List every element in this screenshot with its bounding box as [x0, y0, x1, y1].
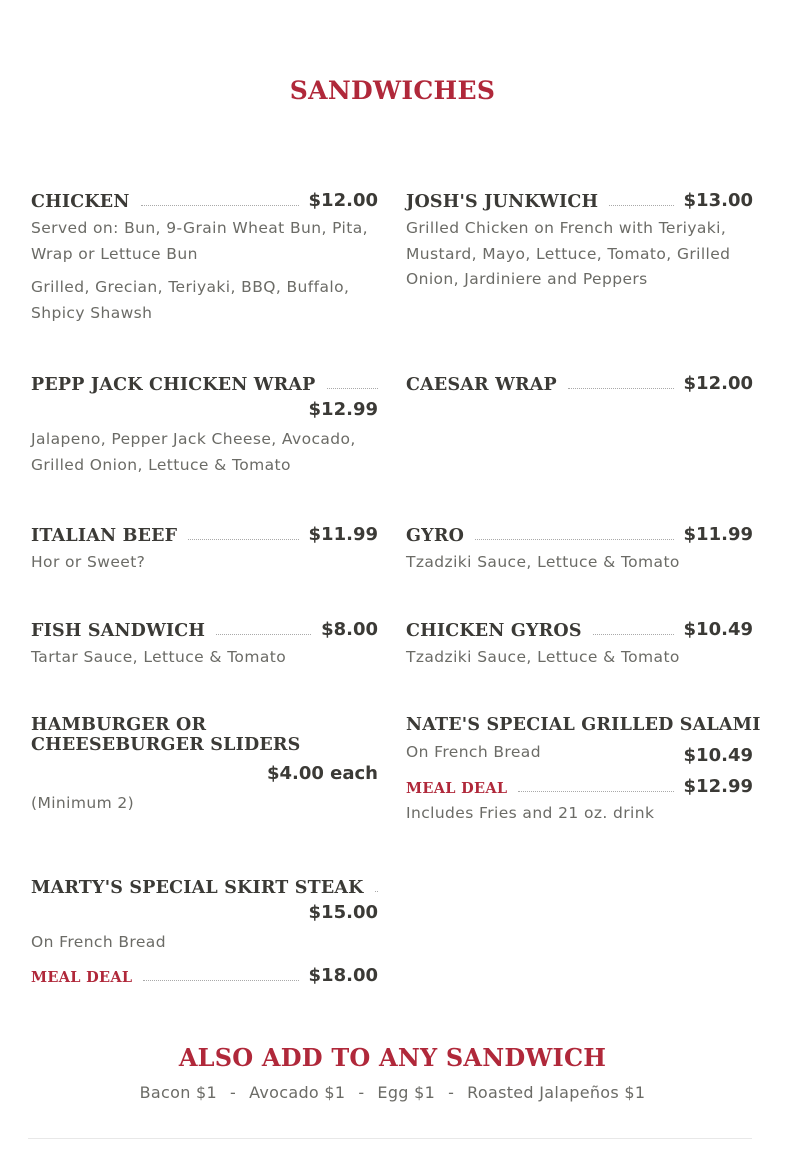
item-price: $13.00: [683, 190, 753, 211]
item-name: HAMBURGER OR CHEESEBURGER SLIDERS: [31, 715, 301, 755]
item-description: On French Bread: [406, 743, 541, 762]
dot-leader: [143, 979, 298, 981]
addon-item: Egg $1: [377, 1083, 436, 1102]
meal-deal-description: Includes Fries and 21 oz. drink: [406, 804, 655, 822]
meal-deal-price: $18.00: [308, 964, 378, 986]
item-price: $12.00: [683, 373, 753, 394]
dot-leader: [188, 538, 298, 540]
menu-item-gyro: [406, 520, 753, 576]
item-description: Hor or Sweet?: [31, 553, 146, 571]
item-name: PEPP JACK CHICKEN WRAP: [31, 375, 316, 395]
item-description: Jalapeno, Pepper Jack Cheese, Avocado, Grilled Onion, Lettuce & Tomato: [31, 430, 356, 474]
menu-item-italian-beef: [31, 520, 378, 576]
menu-item-sliders: [31, 715, 378, 817]
item-description: Tzadziki Sauce, Lettuce & Tomato: [406, 553, 680, 571]
addon-separator: -: [448, 1083, 455, 1102]
item-price: $12.99: [308, 399, 378, 420]
item-price: $10.49: [683, 619, 753, 640]
item-description: Grilled, Grecian, Teriyaki, BBQ, Buffalo, Shpicy Shawsh: [31, 278, 350, 322]
dot-leader: [375, 890, 378, 892]
menu-item-caesar-wrap: [406, 369, 753, 395]
meal-deal-label: MEAL DEAL: [406, 780, 508, 797]
addons-title: ALSO ADD TO ANY SANDWICH: [178, 1043, 607, 1072]
item-name: FISH SANDWICH: [31, 621, 206, 641]
menu-item-martys-skirt-steak: [31, 872, 378, 987]
menu-item-pepp-jack-chicken-wrap: [31, 369, 378, 478]
bottom-divider: [28, 1138, 752, 1139]
item-name: ITALIAN BEEF: [31, 526, 178, 546]
menu-item-chicken-gyros: [406, 615, 753, 671]
meal-deal-price: $12.99: [683, 776, 753, 797]
addons-list: [0, 1083, 785, 1102]
item-price: $10.49: [683, 745, 753, 766]
item-price: $15.00: [308, 902, 378, 923]
item-name: GYRO: [406, 526, 465, 546]
dot-leader: [609, 204, 673, 206]
section-title: SANDWICHES: [289, 76, 496, 105]
item-price: $12.00: [308, 190, 378, 211]
meal-deal-label: MEAL DEAL: [31, 968, 133, 986]
item-price: $11.99: [683, 524, 753, 545]
dot-leader: [216, 633, 311, 635]
addon-separator: -: [230, 1083, 237, 1102]
addon-item: Bacon $1: [139, 1083, 217, 1102]
dot-leader: [568, 387, 674, 389]
item-price: $11.99: [308, 524, 378, 545]
item-description: Served on: Bun, 9-Grain Wheat Bun, Pita, Wrap or Lettuce Bun: [31, 219, 368, 263]
item-name: JOSH'S JUNKWICH: [406, 192, 599, 212]
menu-item-nates-grilled-salami: [406, 715, 761, 827]
item-description: Tzadziki Sauce, Lettuce & Tomato: [406, 648, 680, 666]
item-name: CAESAR WRAP: [406, 375, 557, 395]
item-description: (Minimum 2): [31, 794, 135, 812]
item-price: $8.00: [321, 619, 378, 640]
item-price: $4.00 each: [266, 763, 378, 784]
item-name: NATE'S SPECIAL GRILLED SALAMI: [406, 715, 761, 735]
dot-leader: [475, 538, 674, 540]
addon-item: Roasted Jalapeños $1: [467, 1083, 646, 1102]
dot-leader: [327, 387, 378, 389]
item-name: MARTY'S SPECIAL SKIRT STEAK: [31, 878, 364, 898]
item-description: Grilled Chicken on French with Teriyaki, Mustard, Mayo, Lettuce, Tomato, Grilled Onion, Jardiniere and Peppers: [406, 219, 731, 288]
item-description: Tartar Sauce, Lettuce & Tomato: [31, 648, 287, 666]
menu-item-chicken: [31, 186, 378, 326]
item-name: CHICKEN: [31, 192, 130, 212]
dot-leader: [518, 790, 673, 792]
item-description: On French Bread: [31, 933, 166, 951]
menu-item-fish-sandwich: [31, 615, 378, 671]
addon-item: Avocado $1: [249, 1083, 346, 1102]
menu-item-joshs-junkwich: [406, 186, 753, 293]
dot-leader: [141, 204, 299, 206]
dot-leader: [593, 633, 674, 635]
item-name: CHICKEN GYROS: [406, 621, 582, 641]
addon-separator: -: [358, 1083, 365, 1102]
